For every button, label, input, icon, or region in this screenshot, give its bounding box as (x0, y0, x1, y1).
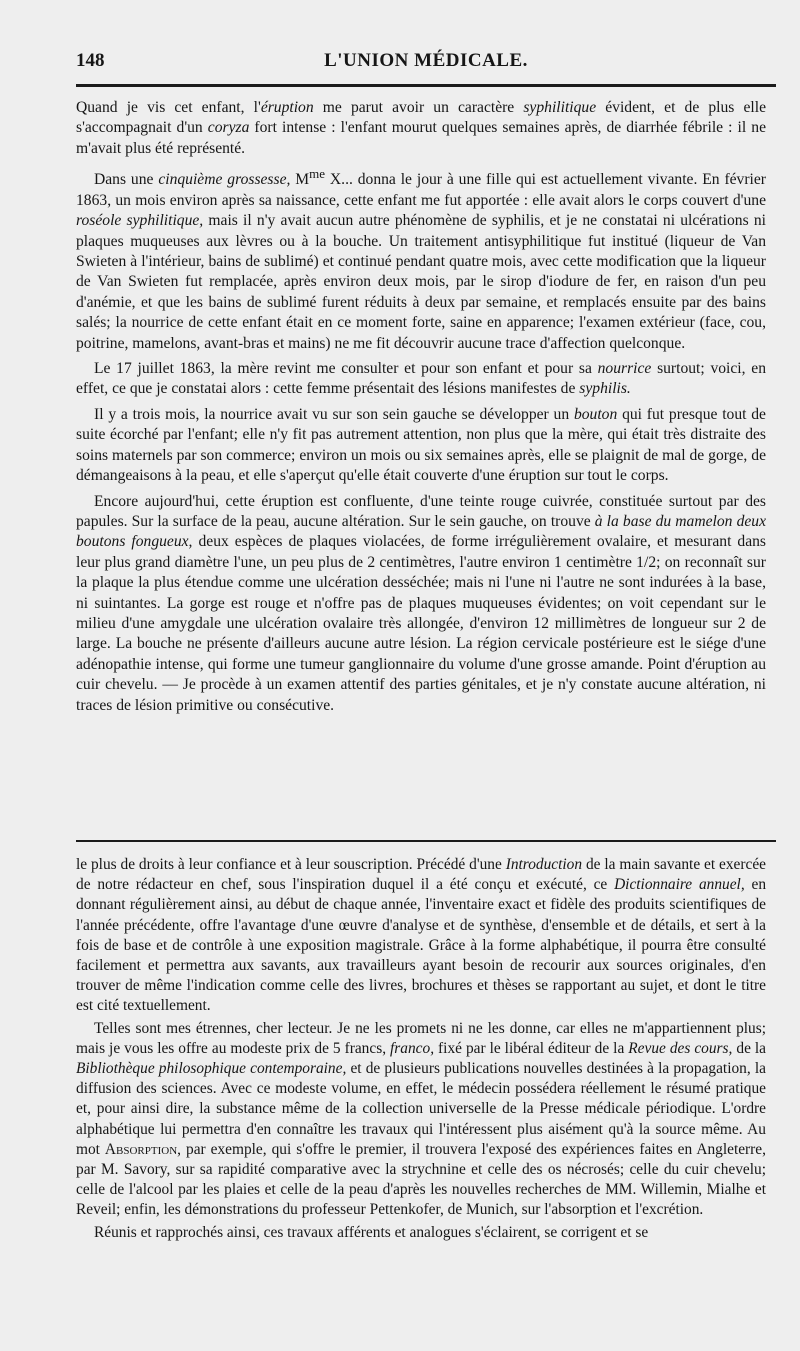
paragraph-lower-1: le plus de droits à leur confiance et à leur souscription. Précédé d'une Introduction de la main savante et exercée de notre rédacteur en chef, sous l'inspiration duquel il a été conçu et exécuté, ce Dictionnaire annuel, en donnant régulièrement ainsi, au début de chaque année, l'inventaire exact et fidèle des produits scientifiques de l'année précédente, offre l'avantage d'une œuvre d'analyse et de synthèse, d'ensemble et de détails, et sert à la fois de base et de contrôle à une exposition magistrale. Grâce à la forme alphabétique, il pourra être consulté facilement et permettra aux savants, aux travailleurs ayant besoin de recourir aux sources originales, d'en trouver de même l'indication comme celle des livres, brochures et thèses se rapportant au sujet, et dont le titre est cité textuellement. (76, 856, 767, 1015)
page-number: 148 (76, 50, 105, 71)
paragraph-upper-5: Encore aujourd'hui, cette éruption est confluente, d'une teinte rouge cuivrée, constituée surtout par des papules. Sur la surface de la peau, aucune altération. Sur le sein gauche, on trouve à la base du mamelon deux boutons fongueux, deux espèces de plaques violacées, de forme irrégulièrement ovalaire, et mesurant dans leur plus grand diamètre l'une, un peu plus de 2 centimètres, l'autre environ 1 centimètre 1/2; on reconnaît sur la plaque la plus étendue comme une ulcération desséchée; mais ni l'une ni l'autre ne sont indurées à la base, ni suintantes. La gorge est rouge et n'offre pas de plaques muqueuses évidentes; on voit cependant sur le milieu d'une amygdale une ulcération ovalaire très allongée, d'environ 12 millimètres de longueur sur 2 de large. La bouche ne présente d'ailleurs aucune autre lésion. La région cervicale postérieure est le siége d'une adénopathie intense, qui forme une tumeur ganglionnaire du volume d'une grosse amande. Point d'éruption au cuir chevelu. — Je procède à un examen attentif des parties génitales, et je n'y constate aucune altération, ni traces de lésion primitive ou consécutive. (76, 492, 767, 714)
page-header (76, 50, 776, 82)
header-rule (76, 84, 776, 87)
article-text (76, 98, 766, 721)
paragraph-upper-1: Quand je vis cet enfant, l'éruption me parut avoir un caractère syphilitique évident, et de plus elle s'accompagnait d'un coryza fort intense : l'enfant mourut quelques semaines après, de diarrhée fébrile : il ne m'avait plus été représenté. (76, 99, 766, 157)
paragraph-lower-2: Telles sont mes étrennes, cher lecteur. Je ne les promets ni ne les donne, car elles ne m'appartiennent plus; mais je vous les offre au modeste prix de 5 francs, franco, fixé par le libéral éditeur de la Revue des cours, de la Bibliothèque philosophique contemporaine, et de plusieurs publications nouvelles destinées à la propagation, la diffusion des sciences. Avec ce modeste volume, en effet, le médecin possédera réellement le résumé pratique et, pour ainsi dire, la substance même de la collection universelle de la Presse médicale périodique. L'ordre alphabétique lui permettra d'en connaître les travaux qui l'intéressent plus aisément qu'à la source même. Au mot Absorption, par exemple, qui s'offre le premier, il trouvera l'exposé des expériences faites en Angleterre, par M. Savory, sur sa rapidité comparative avec la strychnine et celle des os nécrosés; celle du cuir chevelu; celle de l'alcool par les plaies et celle de la peau d'après les nouvelles recherches de MM. Willemin, Mialhe et Reveil; enfin, les démonstrations du professeur Pettenkofer, de Munich, sur l'absorption et l'excrétion. (76, 1019, 766, 1219)
feuilleton-separator (76, 840, 776, 842)
running-title: L'UNION MÉDICALE. (324, 50, 528, 71)
paragraph-upper-3: Le 17 juillet 1863, la mère revint me consulter et pour son enfant et pour sa nourrice surtout; voici, en effet, ce que je constatai alors : cette femme présentait des lésions manifestes de syphilis. (76, 360, 766, 398)
paragraph-lower-3: Réunis et rapprochés ainsi, ces travaux afférents et analogues s'éclairent, se corrigent et se (94, 1223, 649, 1241)
feuilleton-text (76, 855, 766, 1245)
paragraph-upper-4: Il y a trois mois, la nourrice avait vu sur son sein gauche se développer un bouton qui fut presque tout de suite écorché par l'enfant; elle n'y fit pas autrement attention, non plus que la mère, qui était très distraite des soins maternels par son commerce; environ un mois ou six semaines après, elle se plaignit de mal de gorge, de démangeaisons à la peau, et elle s'aperçut qu'elle était couverte d'une éruption sur tout le corps. (76, 405, 766, 485)
paragraph-upper-2: Dans une cinquième grossesse, $M^{me}$ X... donna le jour à une fille qui est actuellement vivante. En février 1863, un mois environ après sa naissance, cette enfant me fut apportée : elle avait alors le corps couvert d'une roséole syphilitique, mais il n'y avait aucun autre phénomène de syphilis, et je ne constatai ni ulcérations ni plaques muqueuses aux lèvres ou à la bouche. Un traitement antisyphilitique fut institué (liqueur de Van Swieten à l'intérieur, bains de sublimé) et continué pendant quatre mois, avec cette modification que la liqueur de Van Swieten fut remplacée, après environ deux mois, par le sirop d'iodure de fer, en raison d'un peu d'anémie, et que les bains de sublimé furent réduits à deux par semaine, et remplacés ensuite par des bains salés; la nourrice de cette enfant était en ce moment forte, saine en apparence; l'examen extérieur (face, cou, poitrine, mamelons, avant-bras et mains) ne me fit découvrir aucune trace d'affection quelconque. (76, 166, 767, 352)
